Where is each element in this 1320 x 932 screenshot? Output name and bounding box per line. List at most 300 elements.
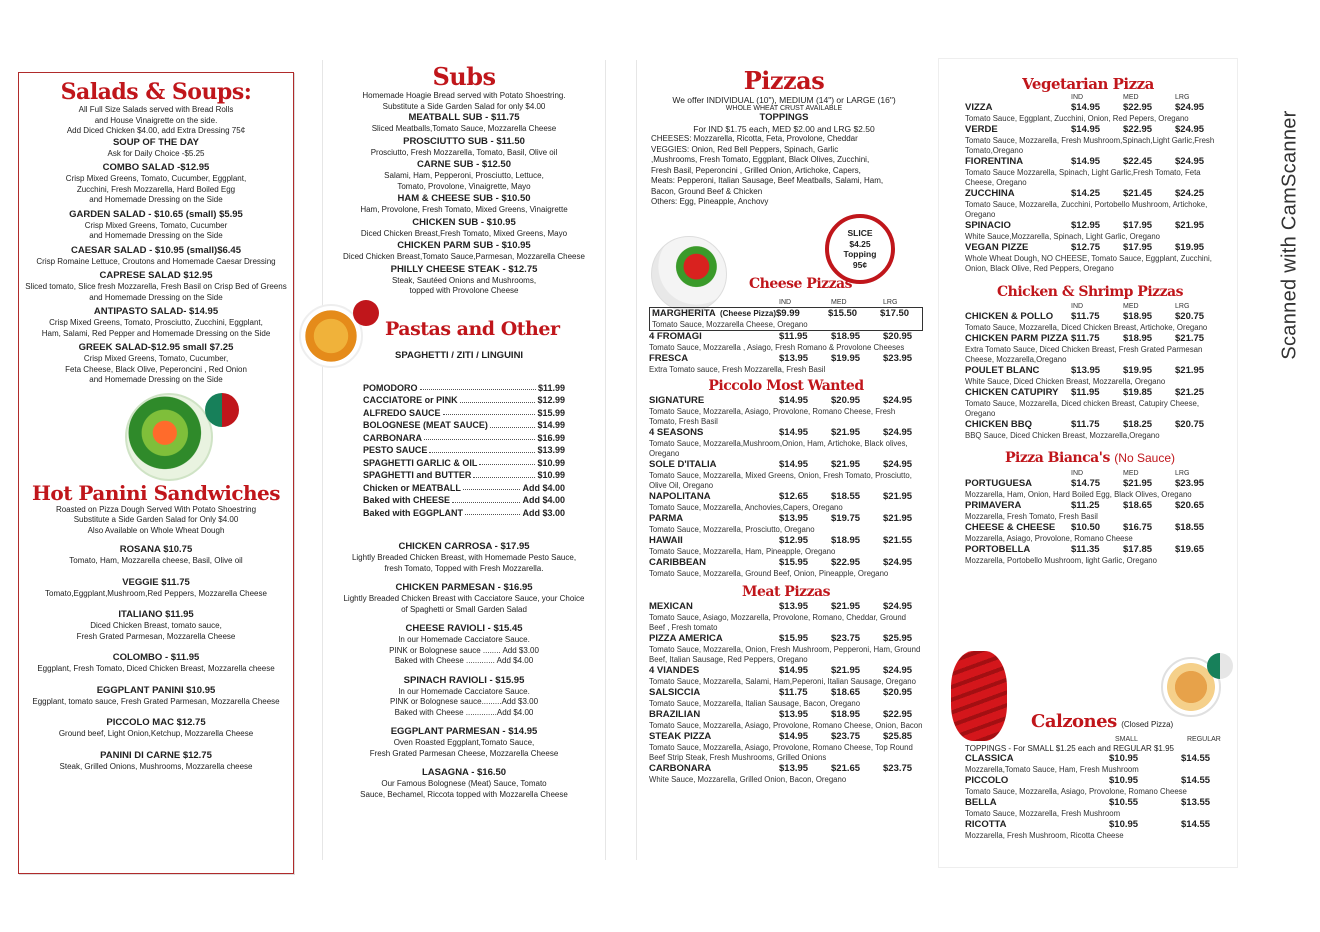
bianca-title: Pizza Bianca's <box>1004 450 1110 466</box>
pizza-price: $20.65 <box>1175 500 1205 511</box>
menu-item <box>19 544 293 567</box>
item-desc: Sliced Meatballs,Tomato Sauce, Mozzarella Cheese <box>371 124 557 133</box>
item-desc: Our Famous Bolognese (Meat) Sauce, Tomato <box>381 779 547 788</box>
pizza-name: SPINACIO <box>965 220 1011 231</box>
pastas-title: Pastas and Other <box>385 317 560 340</box>
item-desc: Lightly Breaded Chicken Breast, with Homemade Pesto Sauce, <box>351 553 577 562</box>
item-name: SPINACH RAVIOLI - $15.95 <box>403 674 525 686</box>
size-header: IND MED LRG <box>779 299 898 306</box>
item-desc: Crisp Mixed Greens, Tomato, Cucumber, Eggplant, <box>65 174 247 183</box>
pizza-row <box>649 763 923 775</box>
pizza-price: $24.95 <box>1175 156 1205 167</box>
pizza-desc: Tomato Sauce, Mozzarella, Diced chicken Breast, Catupiry Cheese, Oregano <box>965 399 1200 418</box>
subs-title: Subs <box>432 62 496 91</box>
pizza-price: $13.55 <box>1181 797 1211 808</box>
dot-leader <box>479 457 535 466</box>
pizza-row <box>965 500 1215 512</box>
menu-item <box>323 582 605 615</box>
pasta-price: $14.99 <box>537 420 565 430</box>
pizza-row <box>965 797 1217 809</box>
item-name: ANTIPASTO SALAD- $14.95 <box>93 306 219 317</box>
item-desc: Prosciutto, Fresh Mozzarella, Tomato, Basil, Olive oil <box>370 147 558 157</box>
pizza-price: $14.95 <box>1071 102 1101 113</box>
pasta-name: CACCIATORE or PINK <box>363 395 458 405</box>
pizza-price: $19.95 <box>1175 242 1205 253</box>
pizza-item <box>649 459 923 491</box>
pizza-price: $25.95 <box>883 633 913 644</box>
calzones-subtitle: (Closed Pizza) <box>1121 720 1174 729</box>
toppings-veggies: VEGGIES: Onion, Red Bell Peppers, Spinach, Garlic ,Mushrooms, Fresh Tomato, Eggplant, Black Olives, Zucchini, Fresh Basil, Peperoncini , Grilled Onion, Artichoke, Capers, <box>651 144 870 175</box>
pizza-price: $18.55 <box>1175 522 1205 533</box>
scanner-watermark: Scanned with CamScanner <box>1278 110 1301 360</box>
item-desc: Ham, Provolone, Fresh Tomato, Mixed Greens, Vinaigrette <box>360 205 568 214</box>
pizza-price: $19.95 <box>831 353 861 364</box>
pizza-name: SIGNATURE <box>649 395 705 406</box>
pizza-row <box>649 513 923 525</box>
pizza-desc: Tomato Sauce, Mozzarella, Fresh Mushroom <box>965 809 1121 818</box>
item-desc: Baked with Cheese ..............Add $4.00 <box>394 707 534 717</box>
menu-item <box>323 112 605 135</box>
pizza-price: $18.65 <box>831 687 861 698</box>
other-dishes-list <box>323 541 605 800</box>
pizza-name: RICOTTA <box>965 819 1007 830</box>
pizza-item <box>649 535 923 557</box>
item-desc: Steak, Grilled Onions, Mushrooms, Mozzarella cheese <box>59 761 253 771</box>
pizza-price: $11.35 <box>1071 544 1100 555</box>
pepper-image <box>951 651 1007 741</box>
pizza-desc: Tomato Sauce Mozzarella, Spinach, Light Garlic,Fresh Tomato, Feta Cheese, Oregano <box>965 168 1201 187</box>
salad-item <box>19 162 293 206</box>
pizza-desc: Tomato Sauce, Mozzarella, Anchovies,Capers, Oregano <box>649 503 843 512</box>
salad-item <box>19 306 293 339</box>
pizza-price: $21.95 <box>1123 478 1153 489</box>
cheese-pizzas-title: Cheese Pizzas <box>749 276 852 292</box>
pizza-name: ZUCCHINA <box>965 188 1015 199</box>
pizza-name: BELLA <box>965 797 997 808</box>
pasta-name: ALFREDO SAUCE <box>363 407 441 418</box>
pizza-desc: Extra Tomato sauce, Fresh Mozzarella, Fresh Basil <box>649 365 826 374</box>
calzone-toppings: TOPPINGS - For SMALL $1.25 each and REGULAR $1.95 <box>965 744 1174 753</box>
pizza-name: CHICKEN BBQ <box>965 419 1033 430</box>
pasta-row <box>363 494 565 507</box>
pizza-price: $18.25 <box>1123 419 1153 430</box>
dot-leader <box>443 407 536 416</box>
item-name: CHICKEN PARMESAN - $16.95 <box>395 582 533 593</box>
pizza-price: $20.75 <box>1175 311 1205 322</box>
slice-label: SLICE <box>847 228 873 238</box>
item-desc: Eggplant, Fresh Tomato, Diced Chicken Breast, Mozzarella cheese <box>37 664 275 673</box>
item-desc: Tomato, Ham, Mozzarella cheese, Basil, Olive oil <box>69 556 243 565</box>
pizza-name: PARMA <box>649 513 684 524</box>
panini-intro <box>19 505 293 537</box>
pizza-price: $12.95 <box>1071 220 1101 231</box>
pasta-list <box>363 382 565 520</box>
pizza-desc: Tomato Sauce, Mozzarella , Asiago, Fresh Romano & Provolone Cheeses <box>649 343 905 352</box>
pizza-price: $13.95 <box>779 763 809 774</box>
pizza-name: HAWAII <box>649 535 683 546</box>
bianca-list <box>965 478 1215 566</box>
intro-line: Also Available on Whole Wheat Dough <box>87 525 225 535</box>
pizza-name: VERDE <box>965 124 998 135</box>
most-wanted-list <box>649 395 923 579</box>
pizza-price: $20.75 <box>1175 419 1205 430</box>
pizza-name: CHICKEN & POLLO <box>965 311 1054 322</box>
pizza-price: $15.95 <box>779 633 809 644</box>
item-desc: and Homemade Dressing on the Side <box>89 375 223 384</box>
pizza-row <box>649 633 923 645</box>
bianca-subtitle: (No Sauce) <box>1114 451 1175 465</box>
pizza-price: $14.55 <box>1181 775 1211 786</box>
pasta-row <box>363 432 565 445</box>
pizza-price: $25.85 <box>883 731 913 742</box>
salad-item <box>19 209 293 242</box>
pizza-price: $22.95 <box>1123 102 1153 113</box>
dot-leader <box>429 444 535 453</box>
slice-price: $4.25 <box>849 238 871 249</box>
item-name: PHILLY CHEESE STEAK - $12.75 <box>390 263 538 275</box>
pasta-row <box>363 419 565 432</box>
pasta-name: CARBONARA <box>363 432 422 443</box>
pizza-desc: Tomato Sauce, Mozzarella, Asiago, Provolone, Romano Cheese, Top Round Beef Strip Steak, Fresh Mushrooms, Grilled Onions <box>649 743 913 762</box>
dot-leader <box>424 432 535 441</box>
panini-title: Hot Panini Sandwiches <box>31 480 281 505</box>
dot-leader <box>465 507 520 516</box>
pizza-item <box>649 513 923 535</box>
pizza-item <box>649 353 923 375</box>
wheat-note: WHOLE WHEAT CRUST AVAILABLE <box>725 105 843 112</box>
pizza-name: NAPOLITANA <box>649 491 711 502</box>
pizza-price: $19.95 <box>1123 365 1153 376</box>
pizza-price: $10.50 <box>1071 522 1101 533</box>
vegetarian-list <box>965 102 1215 274</box>
pizza-item <box>649 395 923 427</box>
pizza-price: $20.95 <box>883 687 913 698</box>
item-desc: In our Homemade Cacciatore Sauce. <box>398 635 530 644</box>
pizza-price: $11.25 <box>1071 500 1100 511</box>
pizza-price: $13.95 <box>779 709 809 720</box>
pizza-price: $24.95 <box>883 557 913 568</box>
pizza-item <box>965 102 1215 124</box>
salad-image-area <box>19 389 293 477</box>
pizza-price: $12.75 <box>1071 242 1101 253</box>
item-desc: Ground beef, Light Onion,Ketchup, Mozzarella Cheese <box>58 729 254 738</box>
item-name: CAPRESE SALAD $12.95 <box>99 270 213 281</box>
topping-label: Topping <box>843 249 877 259</box>
pasta-row <box>363 407 565 420</box>
pizza-item <box>965 775 1217 797</box>
pizza-item <box>965 156 1215 188</box>
pasta-row <box>363 507 565 520</box>
salads-title: Salads & Soups: <box>60 79 252 105</box>
pizza-item <box>649 709 923 731</box>
pizza-price: $14.95 <box>779 395 809 406</box>
pizza-price: $24.95 <box>1175 124 1205 135</box>
salad-plate-image <box>125 393 213 481</box>
intro-line: Homemade Hoagie Bread served with Potato Shoestring. <box>362 91 566 100</box>
pizza-name: PICCOLO <box>965 775 1009 786</box>
pizza-price: $18.95 <box>831 709 861 720</box>
pizza-desc: Tomato Sauce, Mozzarella, Onion, Fresh Mushroom, Pepperoni, Ham, Ground Beef, Italian Sausage, Red Peppers, Oregano <box>649 645 921 664</box>
pizza-price: $19.85 <box>1123 387 1153 398</box>
pizza-name: CARIBBEAN <box>649 557 706 568</box>
pizza-price: $19.65 <box>1175 544 1205 555</box>
pizza-item <box>965 522 1215 544</box>
pizza-price: $12.65 <box>779 491 809 502</box>
pizza-desc: Tomato Sauce, Mozzarella, Salami, Ham,Peperoni, Italian Sausage, Oregano <box>649 677 916 686</box>
menu-item <box>323 541 605 574</box>
veg-size-header: IND MED LRG <box>1071 94 1190 101</box>
item-name: HAM & CHEESE SUB - $10.50 <box>397 193 531 204</box>
pizza-desc: White Sauce, Mozzarella, Grilled Onion, Bacon, Oregano <box>649 775 847 784</box>
pasta-price: Add $4.00 <box>522 495 565 505</box>
pizza-price: $21.95 <box>831 665 861 676</box>
menu-item <box>323 675 605 719</box>
pasta-price: $10.99 <box>537 457 565 468</box>
pizza-price: $13.95 <box>779 353 809 364</box>
pizza-item <box>965 333 1215 365</box>
pizza-item <box>965 188 1215 220</box>
pizza-name: 4 SEASONS <box>649 427 704 438</box>
pizza-price: $24.95 <box>883 665 913 676</box>
item-name: PICCOLO MAC $12.75 <box>106 717 206 728</box>
pizza-desc: Tomato Sauce, Mozzarella, Asiago, Provolone, Romano Cheese, Fresh Tomato, Fresh Basil <box>649 407 896 426</box>
pizza-name: VEGAN PIZZE <box>965 242 1029 253</box>
pizza-price: $15.95 <box>779 557 809 568</box>
pizza-price: $23.75 <box>831 731 861 742</box>
pizza-row <box>649 731 923 743</box>
subs-intro <box>323 91 605 112</box>
pizza-item <box>965 544 1215 566</box>
pasta-row <box>363 444 565 457</box>
pizza-row <box>649 331 923 343</box>
intro-line: and House Vinaigrette on the side. <box>94 115 218 125</box>
pizza-row <box>649 709 923 721</box>
slice-price-badge <box>825 214 895 284</box>
item-desc: Diced Chicken Breast,Tomato Sauce,Parmesan, Mozzarella Cheese <box>343 252 585 261</box>
pizza-price: $11.95 <box>1071 387 1100 398</box>
pizza-row <box>965 220 1215 232</box>
vegetarian-calzones-panel <box>938 58 1238 868</box>
pizza-price: $18.55 <box>831 491 861 502</box>
pizza-name: PORTOBELLA <box>965 544 1031 555</box>
item-desc: PINK or Bolognese sauce ........ Add $3.00 <box>389 645 539 655</box>
salad-item <box>19 270 293 303</box>
pizza-name: FRESCA <box>649 353 689 364</box>
pizza-row <box>965 188 1215 200</box>
pizza-desc: Mozzarella, Portobello Mushroom, light Garlic, Oregano <box>965 556 1157 565</box>
pizza-item <box>965 478 1215 500</box>
pizza-price: $11.75 <box>779 687 808 698</box>
pasta-price: Add $4.00 <box>522 482 565 493</box>
bianca-size-header: IND MED LRG <box>1071 470 1190 477</box>
pasta-row <box>363 394 565 407</box>
pasta-price: $10.99 <box>537 470 565 480</box>
pizza-price: $21.95 <box>883 513 913 524</box>
subs-pastas-panel <box>322 60 606 860</box>
pizza-name: BRAZILIAN <box>649 709 701 720</box>
pizza-row <box>965 478 1215 490</box>
pizza-name: VIZZA <box>965 102 993 113</box>
pizza-name: CHEESE & CHEESE <box>965 522 1056 533</box>
item-desc: Crisp Mixed Greens, Tomato, Cucumber, <box>83 354 229 363</box>
pizza-item <box>649 633 923 665</box>
pizza-desc: Whole Wheat Dough, NO CHEESE, Tomato Sauce, Eggplant, Zucchini, Onion, Black Olive, Red Peppers, Oregano <box>965 254 1212 273</box>
pizza-price: $14.95 <box>779 731 809 742</box>
item-desc: Sauce, Bechamel, Riccota topped with Mozzarella Cheese <box>360 789 568 799</box>
pizza-item <box>649 307 923 331</box>
salad-item <box>19 137 293 160</box>
pizza-row <box>965 819 1217 831</box>
item-name: EGGPLANT PARMESAN - $14.95 <box>390 726 538 737</box>
pizza-desc: Tomato Sauce, Mozzarella, Italian Sausage, Bacon, Oregano <box>649 699 861 708</box>
pizza-row <box>965 775 1217 787</box>
dot-leader <box>420 382 536 391</box>
pizza-price: $21.95 <box>831 427 861 438</box>
item-desc: Salami, Ham, Pepperoni, Prosciutto, Lettuce, <box>384 171 544 180</box>
item-desc: Tomato,Eggplant,Mushroom,Red Peppers, Mozzarella Cheese <box>45 588 267 598</box>
pizza-price: $22.45 <box>1123 156 1153 167</box>
pizza-price: $23.95 <box>883 353 913 364</box>
item-name: VEGGIE $11.75 <box>122 576 190 588</box>
item-desc: and Homemade Dressing on the Side <box>89 195 223 204</box>
pizza-price: $24.95 <box>883 395 913 406</box>
meat-pizza-list <box>649 601 923 785</box>
pasta-name: PESTO SAUCE <box>363 445 428 455</box>
item-desc: In our Homemade Cacciatore Sauce. <box>398 686 530 696</box>
pizza-name: CHICKEN CATUPIRY <box>965 387 1059 398</box>
pizza-price: $18.95 <box>831 331 861 342</box>
pizza-price: $21.75 <box>1175 333 1205 344</box>
item-desc: Eggplant, tomato sauce, Fresh Grated Parmesan, Mozzarella Cheese <box>32 696 280 706</box>
pizza-desc: Extra Tomato Sauce, Diced Chicken Breast, Fresh Grated Parmesan Cheese, Mozzarella,Oregano <box>965 345 1203 364</box>
pizza-price: $21.45 <box>1123 188 1153 199</box>
item-desc: Tomato, Provolone, Vinaigrette, Mayo <box>397 181 531 191</box>
pizza-price: $21.95 <box>831 459 861 470</box>
item-desc: Baked with Cheese ............. Add $4.00 <box>394 656 534 665</box>
pizza-price: $10.55 <box>1109 797 1139 808</box>
menu-item <box>19 685 293 708</box>
pasta-price: $13.99 <box>537 445 565 455</box>
intro-line: All Full Size Salads served with Bread Rolls <box>78 105 234 114</box>
pizza-price: $20.95 <box>883 331 913 342</box>
menu-item <box>323 240 605 263</box>
item-name: MEATBALL SUB - $11.75 <box>408 112 520 123</box>
subs-list <box>323 112 605 297</box>
pizza-row <box>965 333 1215 345</box>
pizza-price: $23.95 <box>1175 478 1205 489</box>
item-desc: and Homemade Dressing on the Side <box>89 231 223 240</box>
item-desc: Diced Chicken Breast, tomato sauce, <box>90 621 222 630</box>
dot-leader <box>452 494 520 503</box>
pizza-price: $14.95 <box>779 665 809 676</box>
toppings-price: For IND $1.75 each, MED $2.00 and LRG $2.50 <box>693 124 875 134</box>
pizza-name: 4 VIANDES <box>649 665 700 676</box>
pizza-item <box>649 331 923 353</box>
pizza-price: $18.65 <box>1123 500 1153 511</box>
item-name: CARNE SUB - $12.50 <box>417 159 511 170</box>
dot-leader <box>463 482 521 491</box>
pizza-row <box>649 535 923 547</box>
item-name: GREEK SALAD-$12.95 small $7.25 <box>78 342 234 353</box>
pizza-price: $14.95 <box>779 427 809 438</box>
pizza-price: $21.65 <box>831 763 861 774</box>
pasta-price: $16.99 <box>537 432 565 443</box>
pizza-item <box>965 500 1215 522</box>
pizza-row <box>649 459 923 471</box>
pizza-price: $24.95 <box>883 459 913 470</box>
pizza-item <box>965 797 1217 819</box>
item-name: LASAGNA - $16.50 <box>421 767 507 778</box>
pizza-name: PORTUGUESA <box>965 478 1033 489</box>
pizza-item <box>649 665 923 687</box>
pizza-row <box>649 687 923 699</box>
item-desc: Crisp Mixed Greens, Tomato, Prosciutto, Zucchini, Eggplant, <box>49 318 263 327</box>
item-desc: PINK or Bolognese sauce.........Add $3.00 <box>389 697 539 706</box>
pizza-price: $21.95 <box>883 491 913 502</box>
item-name: CHICKEN PARM SUB - $10.95 <box>397 240 531 251</box>
item-name: PANINI DI CARNE $12.75 <box>100 749 212 761</box>
pizza-price: $20.95 <box>831 395 861 406</box>
pizza-price: $9.99 <box>776 308 800 319</box>
chicken-shrimp-title: Chicken & Shrimp Pizzas <box>997 284 1183 300</box>
pizza-price: $23.75 <box>831 633 861 644</box>
pasta-row <box>363 382 565 395</box>
pizza-name: STEAK PIZZA <box>649 731 712 742</box>
salad-item <box>19 245 293 268</box>
pizza-desc: Tomato Sauce, Mozzarella,Mushroom,Onion, Ham, Artichoke, Black olives, Oregano <box>649 439 908 458</box>
intro-line: Substitute a Side Garden Salad for Only $4.00 <box>73 515 239 524</box>
item-desc: of Spaghetti or Small Garden Salad <box>401 604 527 614</box>
item-name: CHICKEN CARROSA - $17.95 <box>398 541 530 552</box>
pizza-price: $23.75 <box>883 763 913 774</box>
menu-item <box>19 717 293 740</box>
pizza-price: $14.95 <box>1071 156 1101 167</box>
pizza-desc: Tomato Sauce, Mozzarella, Asiago, Provolone, Romano Cheese, Onion, Bacon <box>649 721 923 730</box>
item-name: COLOMBO - $11.95 <box>112 652 200 663</box>
intro-line: Add Diced Chicken $4.00, add Extra Dressing 75¢ <box>66 126 246 135</box>
item-name: SOUP OF THE DAY <box>112 136 200 148</box>
dot-leader <box>473 469 535 478</box>
pizza-desc: Mozzarella, Fresh Mushroom, Ricotta Cheese <box>965 831 1124 840</box>
pizza-desc: Tomato Sauce, Mozzarella Cheese, Oregano <box>652 320 808 329</box>
item-desc: and Homemade Dressing on the Side <box>89 292 223 302</box>
pizza-name: MEXICAN <box>649 601 693 612</box>
italy-badge-icon <box>205 393 239 427</box>
pizza-item <box>965 365 1215 387</box>
pizza-desc: Tomato Sauce, Mozzarella, Asiago, Provolone, Romano Cheese <box>965 787 1187 796</box>
pizza-price: $18.95 <box>1123 311 1153 322</box>
pizza-price: $16.75 <box>1123 522 1153 533</box>
pizza-price: $11.75 <box>1071 311 1100 322</box>
pasta-row <box>363 457 565 470</box>
pizza-price: $17.95 <box>1123 220 1153 231</box>
topping-price: 95¢ <box>852 259 868 270</box>
cheese-pizza-list <box>649 307 923 375</box>
pasta-name: POMODORO <box>363 382 418 393</box>
pizza-sizes: We offer INDIVIDUAL (10"), MEDIUM (14") or LARGE (16") <box>672 95 896 105</box>
item-desc: Ask for Daily Choice -$5.25 <box>107 148 205 158</box>
pizza-price: $14.95 <box>779 459 809 470</box>
pizza-item <box>649 687 923 709</box>
pizza-name: CHICKEN PARM PIZZA <box>965 333 1069 344</box>
pizza-item <box>649 491 923 513</box>
pizza-name: CLASSICA <box>965 753 1014 764</box>
salads-intro <box>19 105 293 137</box>
item-desc: Crisp Romaine Lettuce, Croutons and Homemade Caesar Dressing <box>36 256 276 266</box>
menu-item <box>323 767 605 800</box>
menu-item <box>19 652 293 675</box>
item-name: COMBO SALAD -$12.95 <box>102 162 210 173</box>
